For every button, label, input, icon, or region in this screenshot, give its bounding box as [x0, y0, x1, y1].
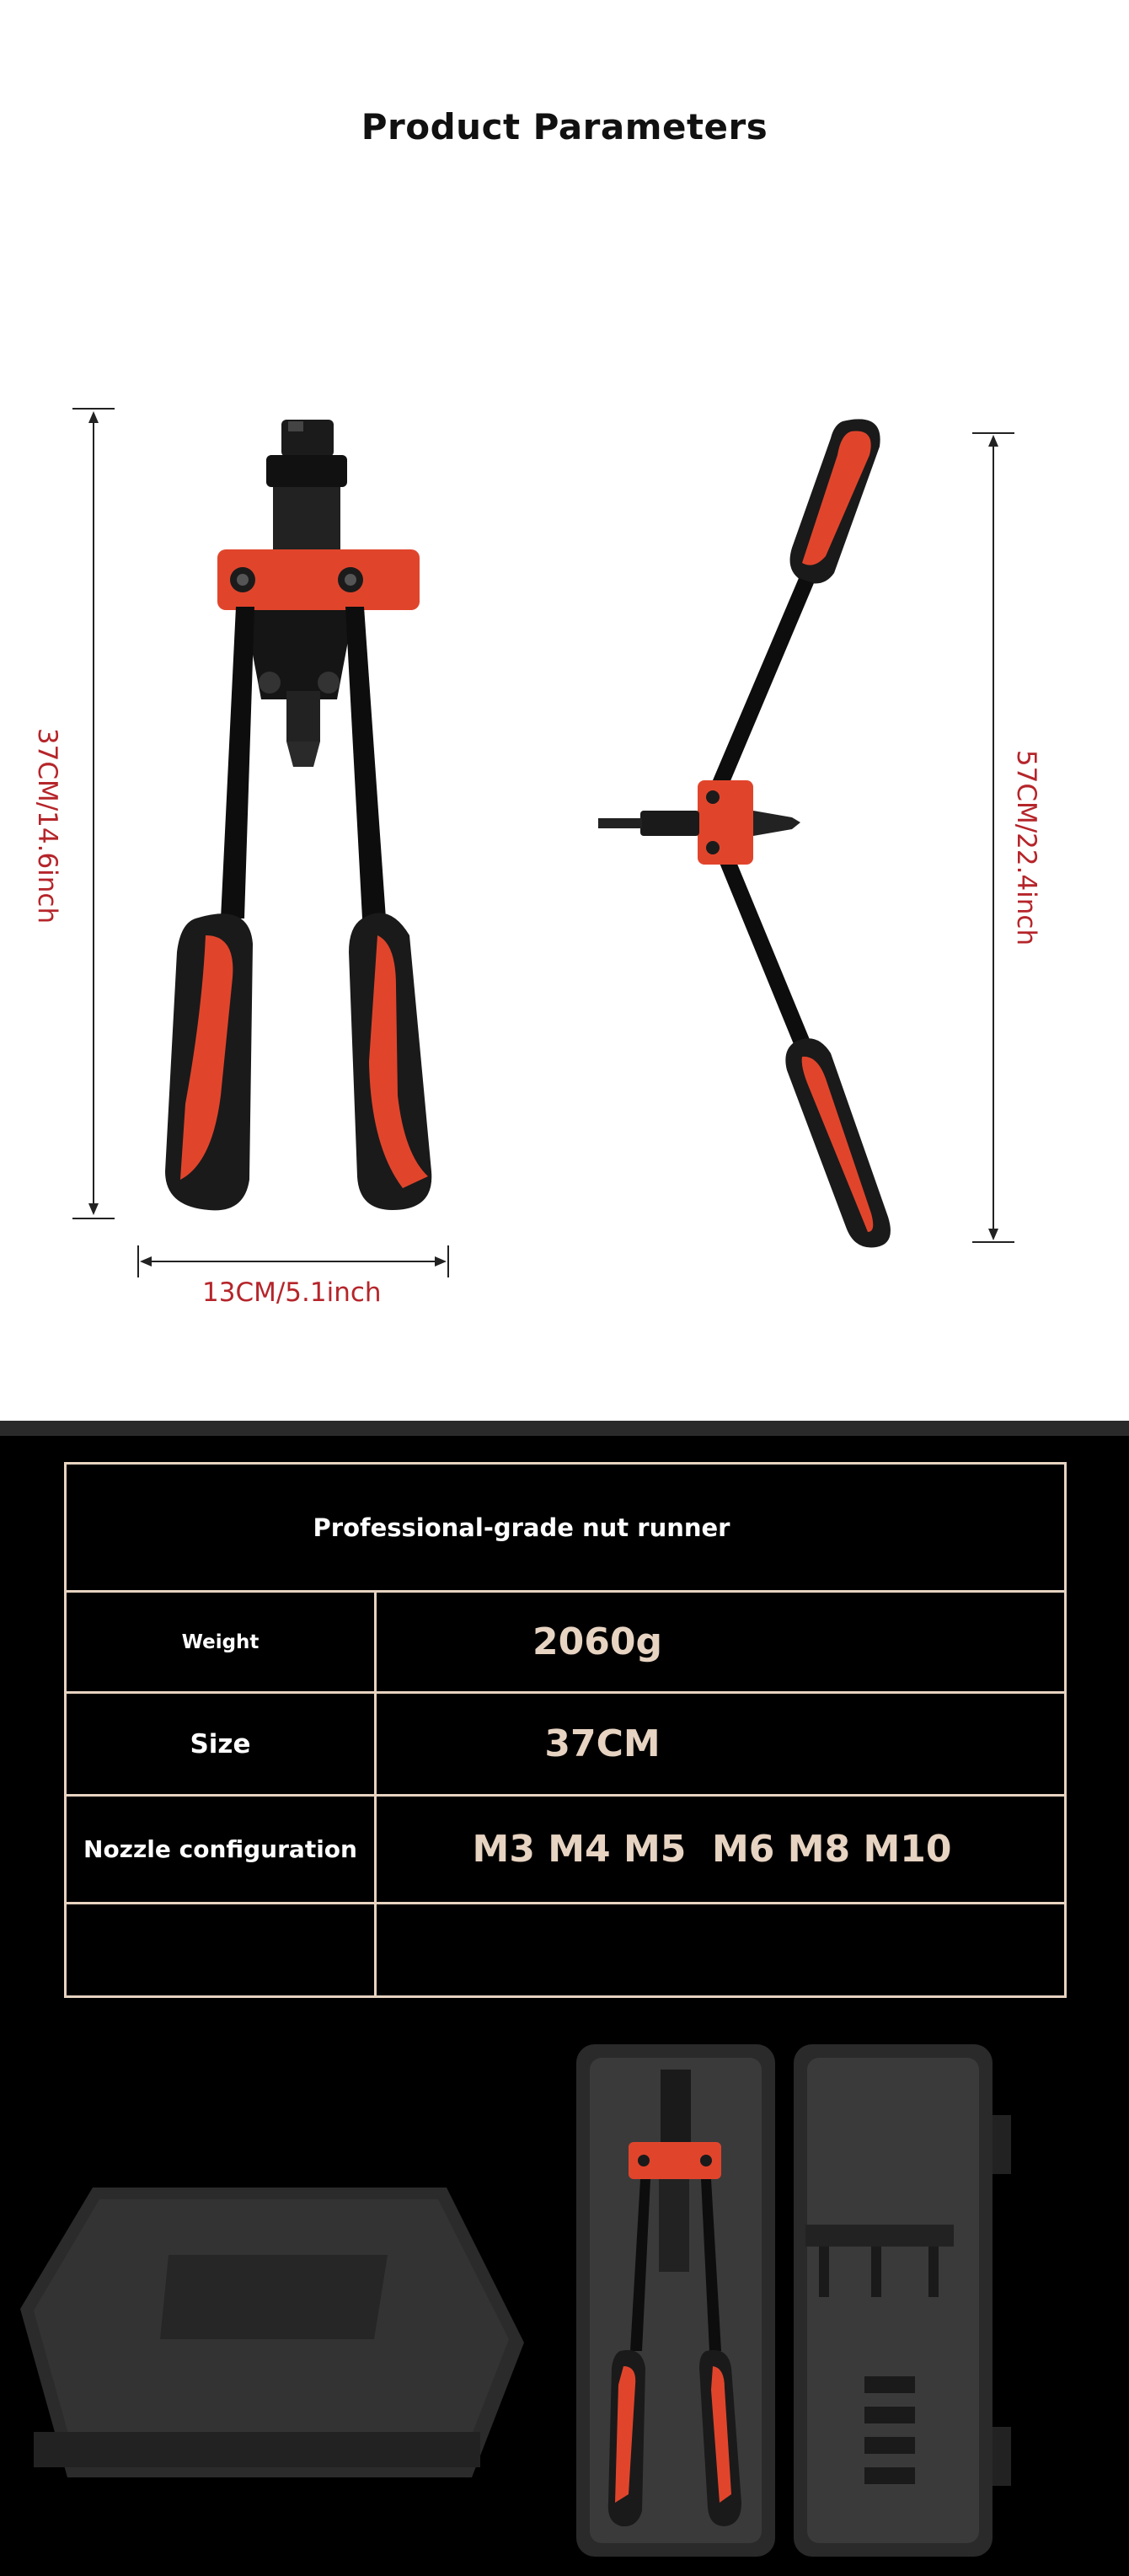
spec-label-nozzle: Nozzle configuration — [83, 1835, 357, 1863]
section-divider — [0, 1421, 1129, 1436]
spec-value-nozzle: M3 M4 M5 M6 M8 M10 — [472, 1828, 952, 1871]
page-title: Product Parameters — [361, 106, 768, 147]
spec-table-heading: Professional-grade nut runner — [313, 1513, 730, 1542]
spec-value-weight: 2060g — [532, 1620, 662, 1663]
rivet-nut-tool-closed-icon — [165, 420, 431, 1210]
spec-table — [64, 1462, 1067, 1998]
spec-value-size: 37CM — [544, 1722, 661, 1765]
spec-label-empty — [67, 1904, 374, 1995]
height-dimension-line — [72, 409, 115, 1218]
rivet-nut-tool-open-icon — [598, 419, 891, 1247]
length-dimension-label: 57CM/22.4inch — [1011, 749, 1041, 946]
spec-value-empty — [377, 1904, 1064, 1995]
spec-label-size: Size — [190, 1728, 251, 1759]
spec-label-weight: Weight — [181, 1631, 260, 1653]
width-dimension-line — [138, 1245, 448, 1277]
width-dimension-label: 13CM/5.1inch — [202, 1277, 382, 1308]
length-dimension-line — [972, 433, 1014, 1242]
height-dimension-label: 37CM/14.6inch — [32, 727, 62, 924]
